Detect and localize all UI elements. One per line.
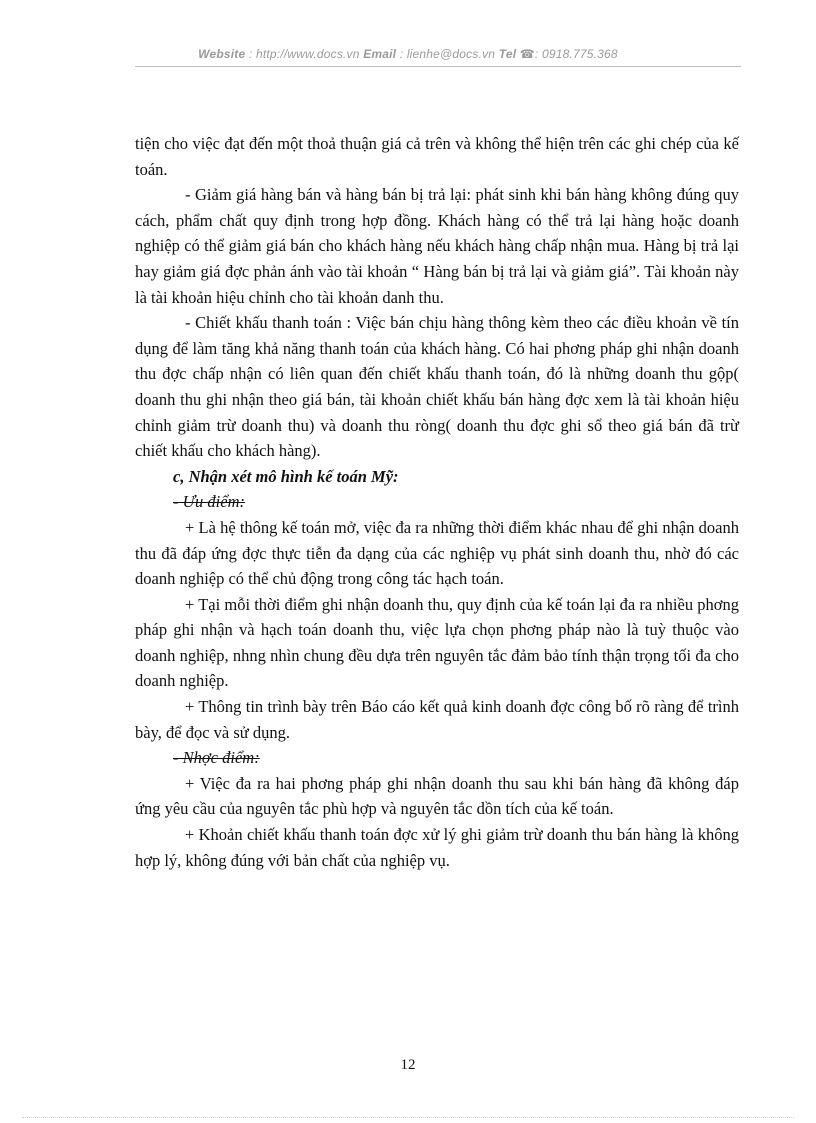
advantage-item: + Là hệ thông kế toán mở, việc đa ra những thời điểm khác nhau để ghi nhận doanh thu đã đáp ứng đợc thực tiễn đa dạng của các nghiệp vụ phát sinh doanh thu, nhờ đó các doanh nghiệp có thể chủ động trong công tác hạch toán. xyxy=(135,517,739,589)
website-label: Website xyxy=(198,47,246,61)
email-value: : lienhe@docs.vn xyxy=(399,47,496,61)
document-body xyxy=(135,131,739,873)
tel-value: ☎: 0918.775.368 xyxy=(519,47,618,61)
advantages-label: - Ưu điểm: xyxy=(173,492,246,512)
advantages-label-line xyxy=(135,489,739,515)
paragraph-continuation: tiện cho việc đạt đến một thoả thuận giá cả trên và không thể hiện trên các ghi chép của kế toán. xyxy=(135,134,739,179)
paragraph-payment-discount: - Chiết khấu thanh toán : Việc bán chịu hàng thông kèm theo các điều khoản về tín dụng để làm tăng khả năng thanh toán của khách hàng. Có hai phơng pháp ghi nhận doanh thu đợc chấp nhận có liên quan đến chiết khấu thanh toán, đó là những doanh thu gộp( doanh thu ghi nhận theo giá bán, tài khoản chiết khấu bán hàng đợc xem là tài khoản hiệu chỉnh giảm trừ doanh thu) và doanh thu ròng( doanh thu đợc ghi sổ theo giá bán đã trừ chiết khấu cho khách hàng). xyxy=(135,313,739,461)
website-value: : http://www.docs.vn xyxy=(248,47,360,61)
disadvantage-item: + Khoản chiết khấu thanh toán đợc xử lý ghi giảm trừ doanh thu bán hàng là không hợp lý, không đúng với bản chất của nghiệp vụ. xyxy=(135,825,739,870)
paragraph-sales-returns: - Giảm giá hàng bán và hàng bán bị trả lại: phát sinh khi bán hàng không đúng quy cách, phẩm chất quy định trong hợp đồng. Khách hàng có thể trả lại hàng hoặc doanh nghiệp có thể giảm giá bán cho khách hàng nếu khách hàng chấp nhận mua. Hàng bị trả lại hay giảm giá đợc phản ánh vào tài khoản “ Hàng bán bị trả lại và giảm giá”. Tài khoản này là tài khoản hiệu chỉnh cho tài khoản danh thu. xyxy=(135,185,739,307)
advantage-item: + Tại mỗi thời điểm ghi nhận doanh thu, quy định của kế toán lại đa ra nhiều phơng pháp ghi nhận và hạch toán doanh thu, việc lựa chọn phơng pháp nào là tuỳ thuộc vào doanh nghiệp, nhng nhìn chung đều dựa trên nguyên tắc đảm bảo tính thận trọng tối đa cho doanh nghiệp. xyxy=(135,594,739,691)
disadvantages-label: - Nhợc điểm: xyxy=(173,748,260,768)
disadvantage-item: + Việc đa ra hai phơng pháp ghi nhận doanh thu sau khi bán hàng đã không đáp ứng yêu cầu của nguyên tắc phù hợp và nguyên tắc dồn tích của kế toán. xyxy=(135,773,739,819)
email-label: Email xyxy=(363,47,397,61)
footer-divider xyxy=(22,1117,794,1118)
page-number: 12 xyxy=(400,1057,416,1073)
page-header xyxy=(0,47,816,61)
tel-label: Tel xyxy=(498,47,517,61)
advantage-item: + Thông tin trình bày trên Báo cáo kết quả kinh doanh đợc công bố rõ ràng để trình bày, để đọc và sử dụng. xyxy=(135,697,739,742)
section-heading: c, Nhận xét mô hình kế toán Mỹ: xyxy=(173,466,399,486)
disadvantages-label-line xyxy=(135,745,739,771)
header-divider xyxy=(135,66,741,67)
